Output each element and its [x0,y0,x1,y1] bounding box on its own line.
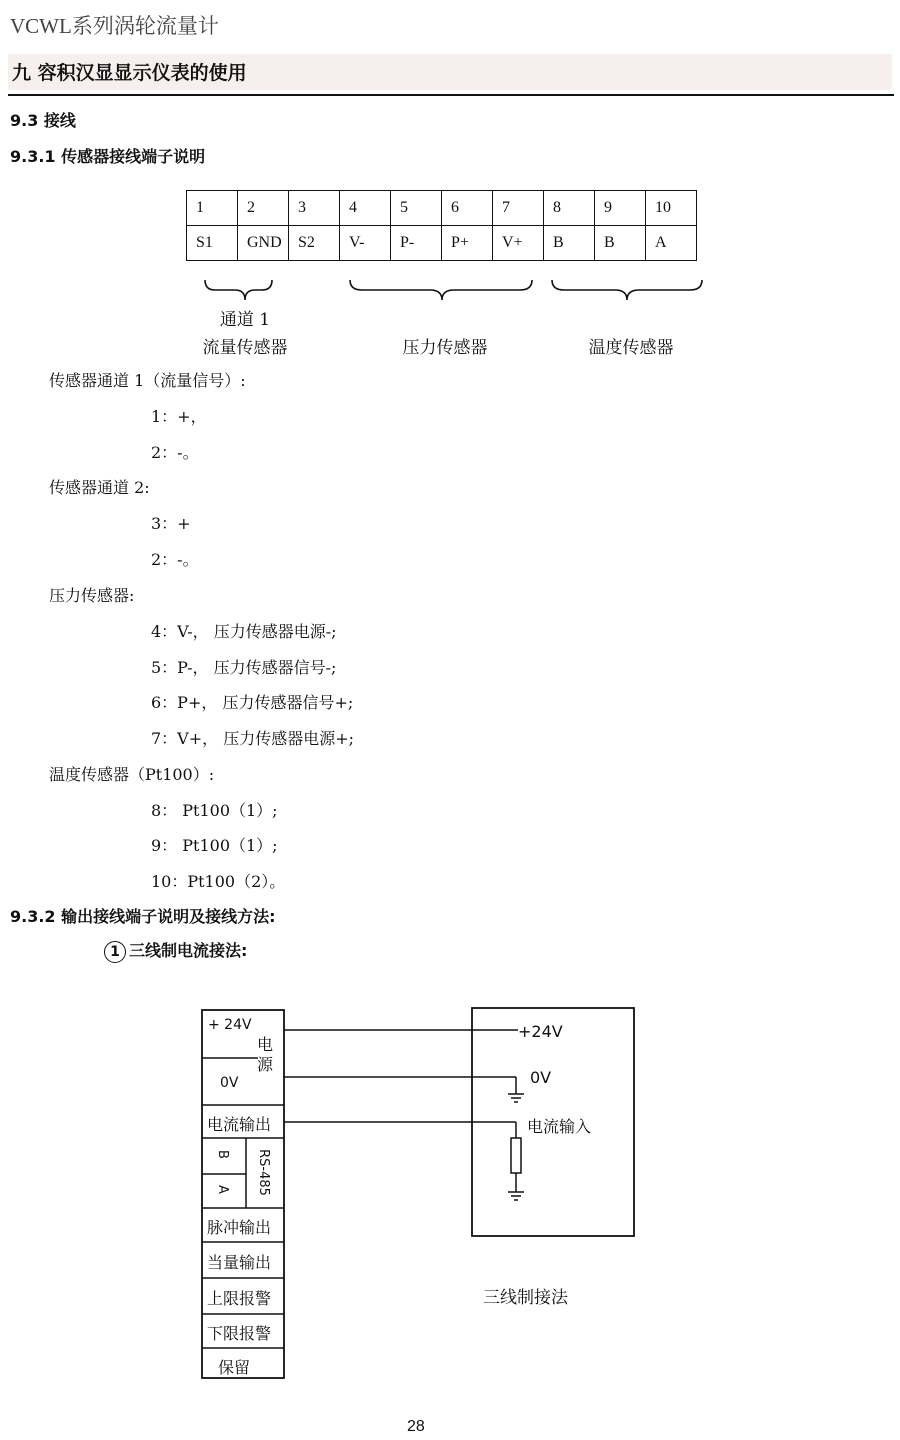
load-resistor [511,1138,521,1173]
terminal-number: 9 [595,191,646,226]
terminal-current-output: 电流输出 [207,1115,272,1134]
terminal-plus24v: + 24V [208,1017,252,1033]
desc-line: 3：+ [151,514,191,533]
terminal-b: B [214,1150,230,1159]
desc-line: 压力传感器: [49,586,135,605]
desc-line: 10：Pt100（2）。 [151,872,286,891]
desc-line: 2：-。 [151,550,199,569]
desc-line: 8： Pt100（1）; [151,801,278,820]
terminal-number: 7 [493,191,544,226]
terminal-number: 3 [289,191,340,226]
wiring-caption: 三线制接法 [483,1288,568,1308]
document-title: VCWL系列涡轮流量计 [10,14,219,38]
desc-line: 传感器通道 1（流量信号）: [49,371,246,390]
terminal-number: 4 [340,191,391,226]
terminal-equivalent-output: 当量输出 [207,1253,272,1272]
terminal-number: 10 [646,191,697,226]
terminal-pulse-output: 脉冲输出 [207,1218,272,1237]
terminal-number: 8 [544,191,595,226]
desc-line: 7：V+， 压力传感器电源+; [151,729,355,748]
device-plus24v: +24V [518,1022,563,1041]
chapter-title: 九 容积汉显显示仪表的使用 [12,62,247,84]
terminal-label: S2 [289,226,340,261]
terminal-reserved: 保留 [218,1358,251,1377]
terminal-label: A [646,226,697,261]
device-current-input: 电流输入 [527,1117,592,1136]
terminal-label: V+ [493,226,544,261]
temperature-sensor-label: 温度传感器 [588,338,674,358]
terminal-number: 2 [238,191,289,226]
terminal-label: P- [391,226,442,261]
desc-line: 6：P+， 压力传感器信号+; [151,693,354,712]
section-9-3-1-heading: 9.3.1 传感器接线端子说明 [10,147,206,166]
desc-line: 1：+， [151,407,207,426]
terminal-label: P+ [442,226,493,261]
channel1-label-line1: 通道 1 [219,310,271,330]
desc-line: 9： Pt100（1）; [151,836,278,855]
section-9-3-2-heading: 9.3.2 输出接线端子说明及接线方法: [10,907,276,926]
method-title: 三线制电流接法: [129,941,248,960]
desc-line: 5：P-， 压力传感器信号-; [151,658,337,677]
circled-number: 1 [104,941,126,963]
terminal-upper-alarm: 上限报警 [207,1289,272,1308]
desc-line: 温度传感器（Pt100）: [49,765,215,784]
page-number: 28 [407,1418,425,1435]
terminal-label: GND [238,226,289,261]
desc-line: 2：-。 [151,443,199,462]
terminal-lower-alarm: 下限报警 [207,1324,272,1343]
terminal-a: A [214,1185,230,1194]
terminal-number: 6 [442,191,493,226]
device-0v: 0V [530,1068,552,1087]
terminal-number: 1 [187,191,238,226]
terminal-0v: 0V [220,1075,239,1091]
terminal-rs485-label: RS-485 [255,1149,271,1196]
channel1-label-line2: 流量传感器 [202,338,288,358]
section-9-3-heading: 9.3 接线 [10,111,76,130]
terminal-label: B [544,226,595,261]
terminal-label: B [595,226,646,261]
terminal-number: 5 [391,191,442,226]
terminal-power-label: 电源 [256,1035,273,1074]
terminal-label: S1 [187,226,238,261]
pressure-sensor-label: 压力传感器 [402,338,488,358]
desc-line: 传感器通道 2: [49,478,150,497]
terminal-label: V- [340,226,391,261]
desc-line: 4：V-， 压力传感器电源-; [151,622,337,641]
